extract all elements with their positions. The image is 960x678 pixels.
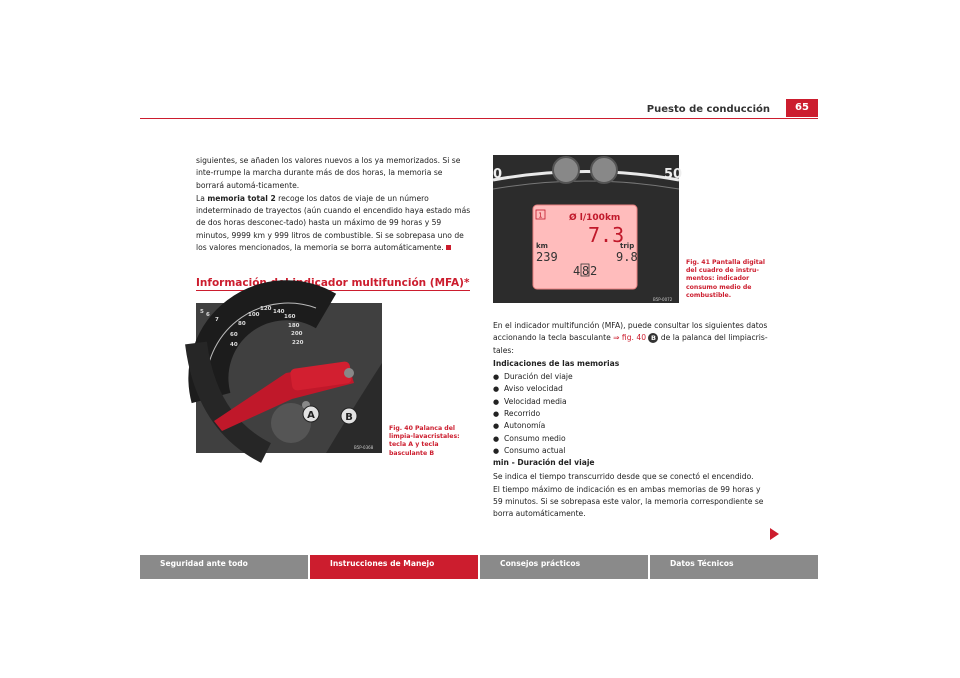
figure-code: B5P-0368 — [354, 445, 374, 450]
gear-display: 4 — [573, 264, 581, 278]
svg-text:5: 5 — [200, 309, 204, 315]
list-item: ● Aviso velocidad — [493, 383, 768, 395]
memory-indicator: 1 — [538, 211, 543, 220]
scale-right: 50 — [664, 167, 683, 182]
figure-code: B5P-0072 — [653, 297, 673, 302]
footer-tab-practical-tips[interactable]: Consejos prácticos — [480, 555, 648, 579]
list-item: ● Recorrido — [493, 408, 768, 420]
svg-text:160: 160 — [284, 314, 296, 320]
footer-tab-technical-data[interactable]: Datos Técnicos — [650, 555, 818, 579]
key-b-badge: B — [648, 333, 658, 343]
figure-40-link[interactable]: ⇒ fig. 40 — [613, 333, 647, 343]
svg-text:140: 140 — [273, 309, 285, 315]
figure-41-caption: Fig. 41 Pantalla digital del cuadro de instru-mentos: indicador consumo medio de combustible. — [686, 259, 766, 299]
figure-40-caption: Fig. 40 Palanca del limpia-lavacristales: tecla A y tecla basculante B — [389, 425, 460, 457]
end-of-section-marker — [446, 245, 451, 250]
consumption-value: 7.3 — [588, 223, 625, 247]
list-item: ● Velocidad media — [493, 396, 768, 408]
memory-indications-list — [493, 371, 768, 457]
intro-paragraph-2: La memoria total 2 recoge los datos de viaje de un número indeterminado de trayectos (aún cuando el encendido haya estado más de dos horas desconec-tado) hasta un máximo de 99 horas y 59 minutos, 9999 km y 999 litros de combustible. Si se sobrepasa uno de los valores mencionados, la memoria se borra automáticamente. — [196, 193, 471, 253]
trip-value: 9.8 — [616, 250, 638, 264]
memory-total-2-term: memoria total 2 — [207, 193, 276, 203]
trip-label: trip — [620, 242, 635, 250]
svg-text:80: 80 — [238, 321, 246, 327]
gear-display-r: 8 — [582, 264, 590, 278]
footer-tab-safety[interactable]: Seguridad ante todo — [140, 555, 308, 579]
label-b: B — [345, 412, 353, 423]
page-number: 65 — [786, 99, 818, 117]
digital-display-illustration — [493, 155, 683, 303]
svg-text:7: 7 — [215, 317, 219, 323]
list-item: ● Consumo medio — [493, 433, 768, 445]
label-a: A — [307, 410, 315, 421]
svg-text:120: 120 — [260, 306, 272, 312]
list-item: ● Duración del viaje — [493, 371, 768, 383]
gear-display-2: 2 — [590, 264, 598, 278]
mfa-intro: En el indicador multifunción (MFA), puede consultar los siguientes datos accionando la tecla basculante ⇒ fig. 40 B de la palanca del limpiacris-tales: — [493, 321, 768, 355]
km-label: km — [536, 242, 548, 250]
next-page-arrow-icon[interactable] — [770, 528, 779, 540]
svg-text:60: 60 — [230, 332, 238, 338]
trip-duration-paragraph-1: Se indica el tiempo transcurrido desde que se conectó el encendido. — [493, 471, 754, 481]
page-header-title: Puesto de conducción — [646, 104, 770, 115]
trip-duration-paragraph-2: El tiempo máximo de indicación es en ambas memorias de 99 horas y 59 minutos. Si se sobrepasa este valor, la memoria correspondiente se borra automáticamente. — [493, 484, 764, 519]
right-column-text — [493, 320, 768, 522]
svg-text:180: 180 — [288, 323, 300, 329]
figure-41-digital-display — [493, 155, 683, 303]
header-divider — [140, 118, 818, 119]
svg-text:100: 100 — [248, 312, 260, 318]
km-value: 239 — [536, 250, 558, 264]
section-divider — [196, 290, 470, 291]
svg-text:220: 220 — [292, 340, 304, 346]
section-title: Información del indicador multifunción (MFA)* — [196, 277, 470, 289]
intro-text — [196, 155, 471, 255]
figure-40-wiper-lever — [196, 303, 382, 453]
list-item: ● Consumo actual — [493, 445, 768, 457]
wiper-lever-illustration — [196, 303, 382, 453]
unit-label: Ø l/100km — [569, 213, 621, 223]
svg-text:40: 40 — [230, 342, 238, 348]
memory-list-title: Indicaciones de las memorias — [493, 358, 620, 368]
trip-duration-title: min - Duración del viaje — [493, 458, 595, 468]
footer-tab-operating-instructions[interactable]: Instrucciones de Manejo — [310, 555, 478, 579]
svg-text:6: 6 — [206, 312, 210, 318]
list-item: ● Autonomía — [493, 420, 768, 432]
svg-text:200: 200 — [291, 331, 303, 337]
scale-left: 0 — [493, 167, 503, 182]
intro-paragraph-1: siguientes, se añaden los valores nuevos a los ya memorizados. Si se inte-rrumpe la marcha durante más de dos horas, la memoria se borrará automá-ticamente. — [196, 156, 461, 190]
